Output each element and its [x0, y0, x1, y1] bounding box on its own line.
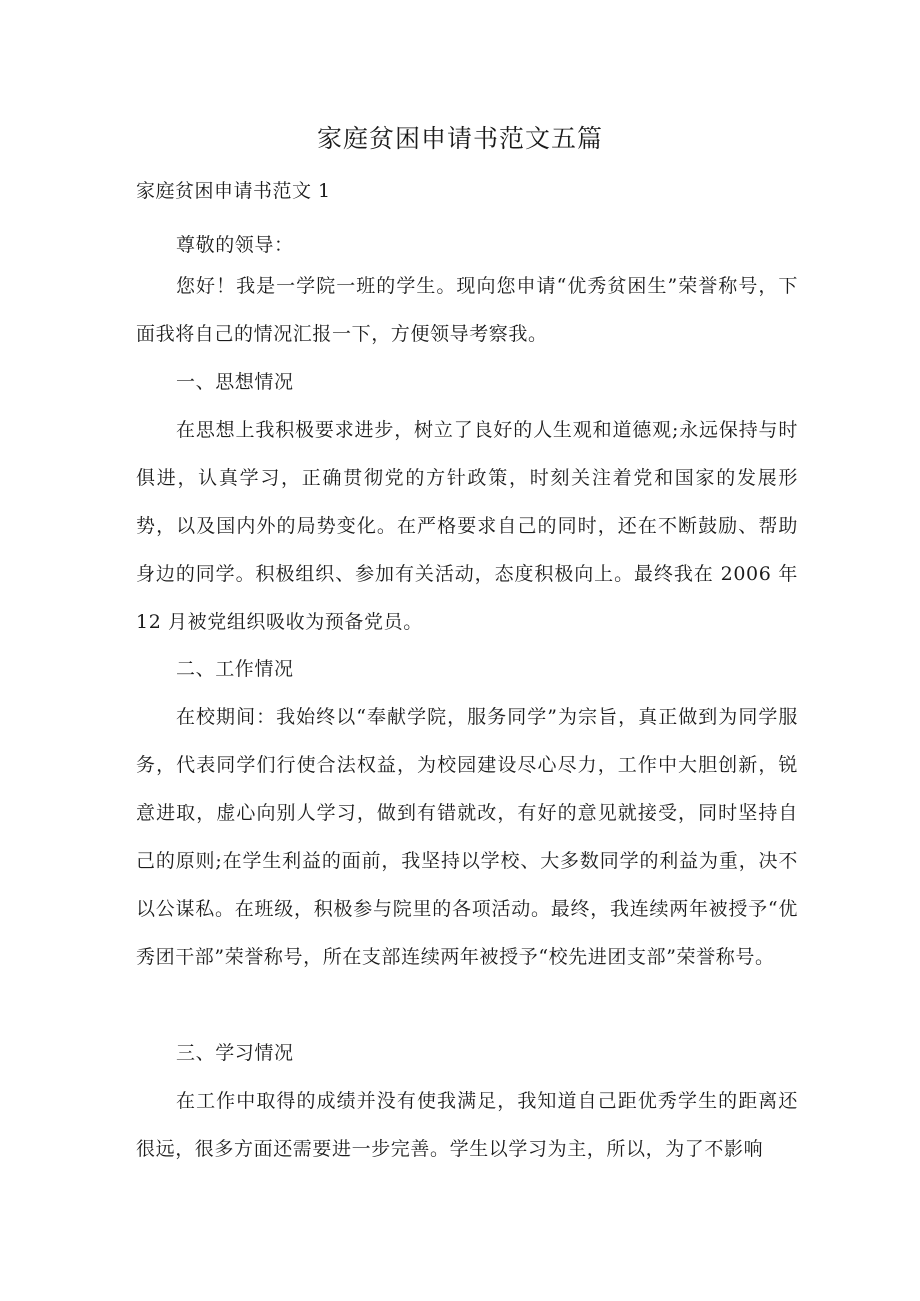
- section-body-work: 在校期间：我始终以“奉献学院，服务同学”为宗旨，真正做到为同学服务，代表同学们行使合法权益，为校园建设尽心尽力，工作中大胆创新，锐意进取，虚心向别人学习，做到有错就改，有好的意见就接受，同时坚持自己的原则;在学生利益的面前，我坚持以学校、大多数同学的利益为重，决不以公谋私。在班级，积极参与院里的各项活动。最终，我连续两年被授予“优秀团干部”荣誉称号，所在支部连续两年被授予“校先进团支部”荣誉称号。: [136, 706, 798, 968]
- section-heading-work: 二、工作情况: [176, 658, 294, 680]
- section-body-study: 在工作中取得的成绩并没有使我满足，我知道自己距优秀学生的距离还很远，很多方面还需要进一步完善。学生以学习为主，所以，为了不影响: [136, 1090, 798, 1160]
- section-body-thought: 在思想上我积极要求进步，树立了良好的人生观和道德观;永远保持与时俱进，认真学习，正确贯彻党的方针政策，时刻关注着党和国家的发展形势，以及国内外的局势变化。在严格要求自己的同时，还在不断鼓励、帮助身边的同学。积极组织、参加有关活动，态度积极向上。最终我在 2006 年 12 月被党组织吸收为预备党员。: [136, 419, 798, 633]
- intro-block: [136, 262, 798, 358]
- section-heading-thought: 一、思想情况: [176, 371, 294, 393]
- section1-body-block: [136, 406, 798, 646]
- document-title: 家庭贫困申请书范文五篇: [316, 124, 603, 153]
- document-subtitle: 家庭贫困申请书范文 1: [136, 180, 331, 202]
- section1-heading-block: [136, 358, 798, 406]
- section3-heading-block: [136, 1029, 798, 1077]
- greeting: 尊敬的领导：: [176, 234, 294, 256]
- intro-paragraph: 您好！我是一学院一班的学生。现向您申请“优秀贫困生”荣誉称号，下面我将自己的情况汇报一下，方便领导考察我。: [136, 275, 798, 345]
- section3-body-block: [136, 1077, 798, 1173]
- section2-body-block: [136, 693, 798, 981]
- section-heading-study: 三、学习情况: [176, 1042, 294, 1064]
- section2-heading-block: [136, 645, 798, 693]
